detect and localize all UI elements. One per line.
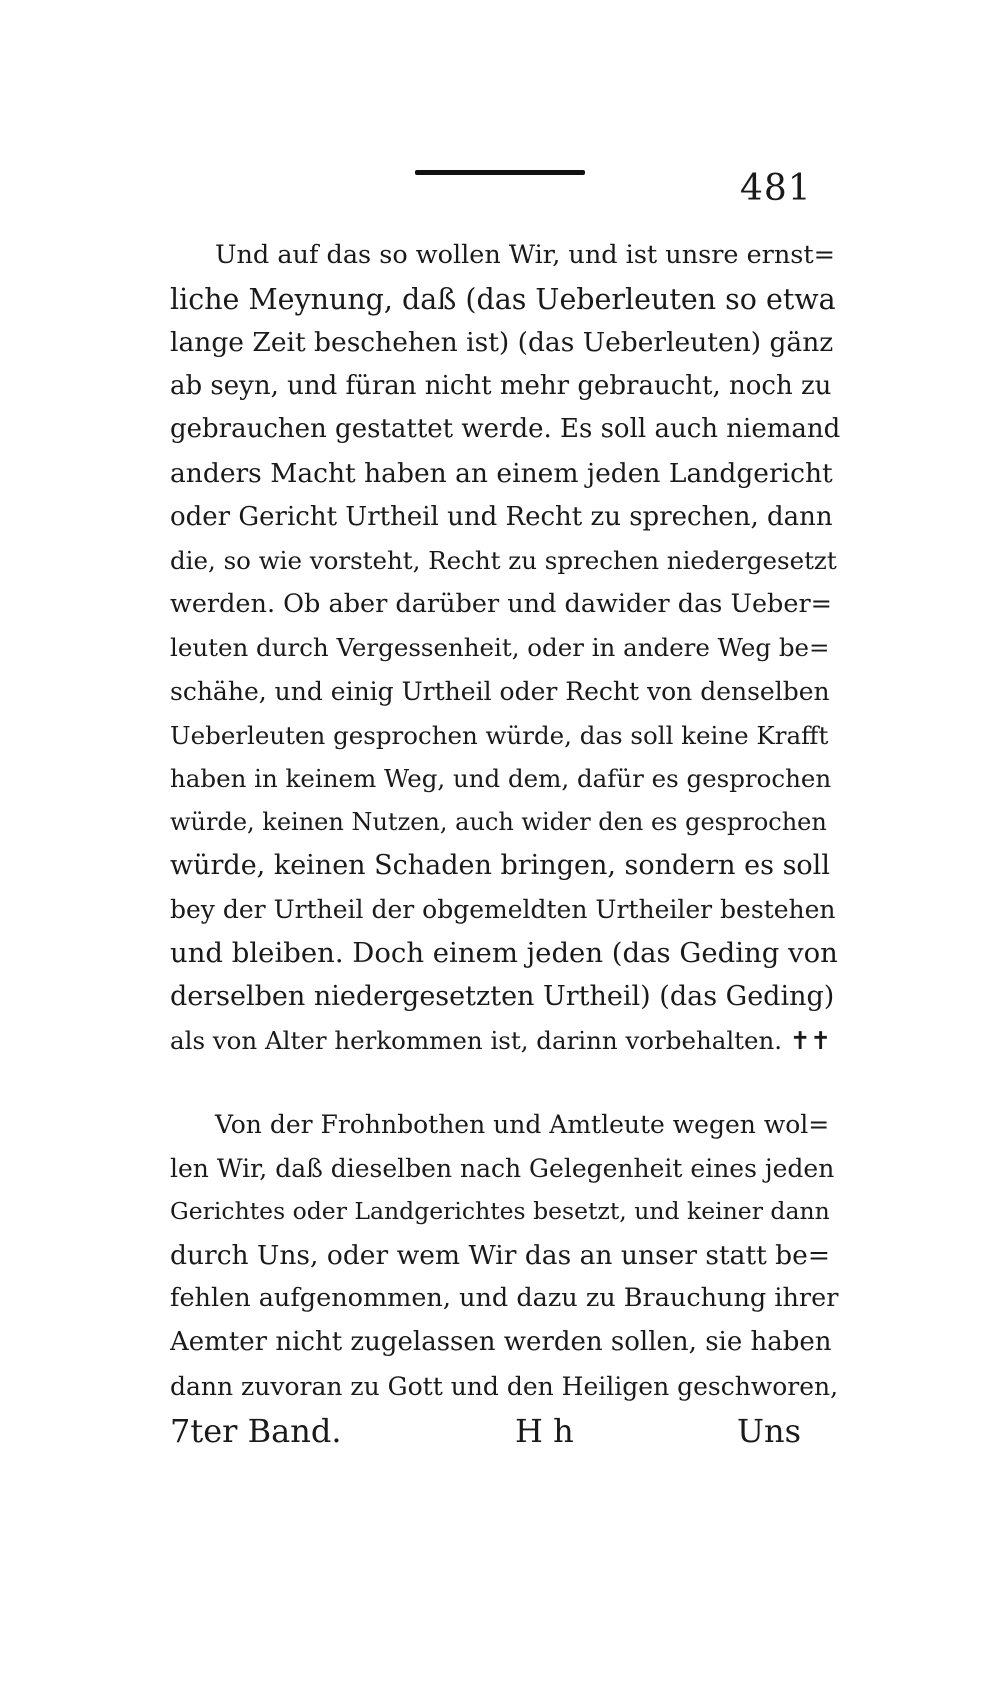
text-line: würde, keinen Nutzen, auch wider den es gesprochen xyxy=(170,807,827,836)
page-footer xyxy=(170,1412,801,1456)
text-line: lange Zeit beschehen ist) (das Ueberleuten) gänz xyxy=(170,327,834,359)
text-line: Und auf das so wollen Wir, und ist unsre ernst= xyxy=(215,240,835,270)
paragraph-1 xyxy=(170,234,840,1062)
text-line: und bleiben. Doch einem jeden (das Geding von xyxy=(170,936,838,969)
text-line: derselben niedergesetzten Urtheil) (das Geding) xyxy=(170,981,835,1013)
text-line: bey der Urtheil der obgemeldten Urtheiler bestehen xyxy=(170,894,836,924)
sheet-signature: H h xyxy=(515,1412,574,1450)
text-line: Von der Frohnbothen und Amtleute wegen wol= xyxy=(215,1110,830,1139)
text-line: ab seyn, und füran nicht mehr gebraucht, noch zu xyxy=(170,370,832,401)
text-line: die, so wie vorsteht, Recht zu sprechen niedergesetzt xyxy=(170,546,837,576)
text-line: Aemter nicht zugelassen werden sollen, sie haben xyxy=(170,1326,832,1357)
text-line: fehlen aufgenommen, und dazu zu Brauchung ihrer xyxy=(170,1283,839,1314)
paragraph-2 xyxy=(170,1103,840,1408)
text-line: werden. Ob aber darüber und dawider das Ueber= xyxy=(170,588,833,619)
text-line: würde, keinen Schaden bringen, sondern es soll xyxy=(170,850,830,882)
volume-signature: 7ter Band. xyxy=(170,1412,342,1450)
text-line: durch Uns, oder wem Wir das an unser statt be= xyxy=(170,1239,831,1271)
text-line: dann zuvoran zu Gott und den Heiligen geschworen, xyxy=(170,1371,839,1401)
text-line: als von Alter herkommen ist, darinn vorbehalten. ✝✝ xyxy=(170,1025,831,1055)
text-line: schähe, und einig Urtheil oder Recht von denselben xyxy=(170,676,830,706)
text-line: anders Macht haben an einem jeden Landgericht xyxy=(170,457,833,489)
text-line: liche Meynung, daß (das Ueberleuten so etwa xyxy=(170,282,836,316)
text-line: Gerichtes oder Landgerichtes besetzt, und keiner dann xyxy=(170,1197,830,1226)
text-line: len Wir, daß dieselben nach Gelegenheit eines jeden xyxy=(170,1153,835,1183)
page-number: 481 xyxy=(740,168,812,209)
text-line: Ueberleuten gesprochen würde, das soll keine Krafft xyxy=(170,720,829,750)
catchword: Uns xyxy=(737,1412,801,1450)
text-line: leuten durch Vergessenheit, oder in andere Weg be= xyxy=(170,633,830,663)
text-line: oder Gericht Urtheil und Recht zu sprechen, dann xyxy=(170,501,833,532)
header-rule xyxy=(415,170,585,175)
text-line: haben in keinem Weg, und dem, dafür es gesprochen xyxy=(170,764,832,794)
text-line: gebrauchen gestattet werde. Es soll auch niemand xyxy=(170,414,840,445)
